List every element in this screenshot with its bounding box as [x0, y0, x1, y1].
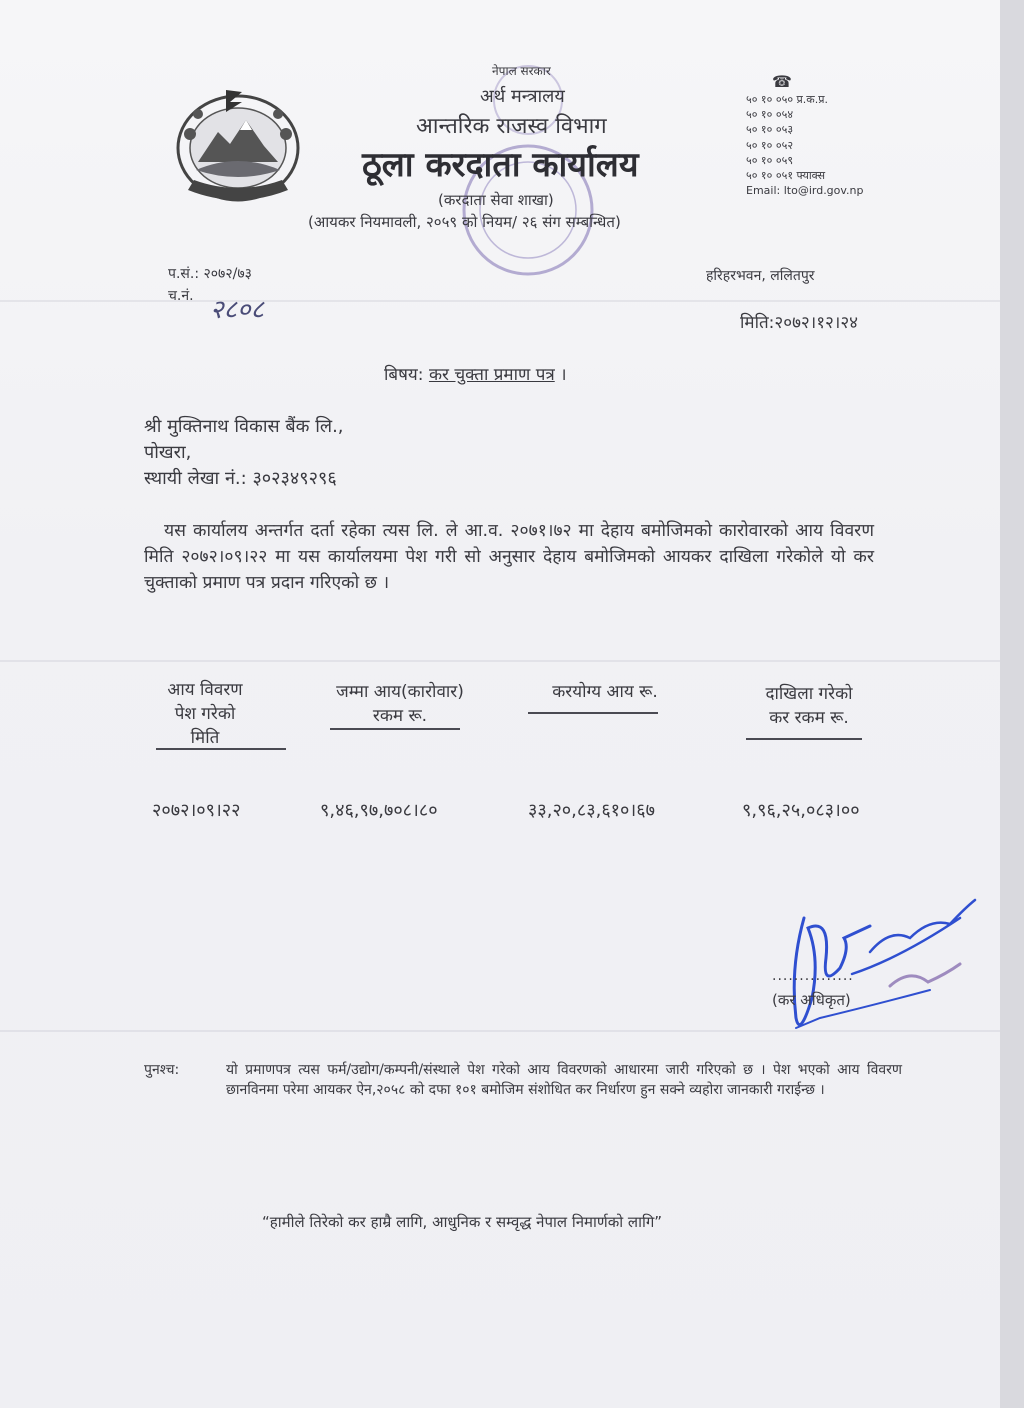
- postscript-text: यो प्रमाणपत्र त्यस फर्म/उद्योग/कम्पनी/संस्थाले पेश गरेको आय विवरणको आधारमा जारी गरिएको छ । पेश भएको आय विवरण छानविनमा परेमा आयकर ऐन,२०५८ को दफा १०१ बमोजिम संशोधित कर निर्धारण हुन सक्ने व्यहोरा जानकारी गराईन्छ ।: [226, 1062, 902, 1098]
- table-cell-filing-date: २०७२।०९।२२: [152, 800, 241, 821]
- body-paragraph: यस कार्यालय अन्तर्गत दर्ता रहेका त्यस लि. ले आ.व. २०७१।७२ मा देहाय बमोजिमको कारोवारको आय विवरण मिति २०७२।०९।२२ मा यस कार्यालयमा पेश गरी सो अनुसार देहाय बमोजिमको आयकर दाखिला गरेकोले यो कर चुक्ताको प्रमाण पत्र प्रदान गरिएको छ ।: [144, 521, 874, 593]
- header-regulation: (आयकर नियमावली, २०५९ को नियम/ २६ संग सम्बन्धित): [308, 213, 621, 231]
- contact-line: ५० १० ०५१ फ्याक्स: [746, 169, 826, 183]
- addressee-pan: स्थायी लेखा नं.: ३०२३४९२९६: [144, 468, 337, 489]
- contact-line: ५० १० ०५० प्र.क.प्र.: [746, 93, 828, 106]
- header-underline: [330, 728, 460, 730]
- subject-line: [384, 362, 567, 385]
- header-underline: [528, 712, 658, 714]
- paper-fold: [0, 660, 1000, 662]
- addressee-city: पोखरा,: [144, 442, 192, 463]
- contact-line: ५० १० ०५२: [746, 138, 794, 152]
- officer-signature: [760, 878, 990, 1048]
- header-underline: [156, 748, 286, 750]
- contact-email: Email: lto@ird.gov.np: [746, 184, 864, 198]
- officer-title: (कर अधिकृत): [772, 991, 851, 1009]
- header-ministry: अर्थ मन्त्रालय: [480, 86, 565, 107]
- paper-fold: [0, 300, 1000, 302]
- contact-block: [746, 92, 864, 198]
- subject-end: ।: [560, 365, 567, 385]
- table-header-filing-date: आय विवरण पेश गरेको मिति: [167, 680, 243, 748]
- contact-line: ५० १० ०५९: [746, 153, 794, 167]
- addressee-name: श्री मुक्तिनाथ विकास बैंक लि.,: [144, 416, 344, 437]
- table-header-taxable-income: करयोग्य आय रू.: [552, 682, 658, 702]
- phone-icon: ☎: [772, 72, 792, 91]
- nepal-emblem-icon: [168, 82, 308, 212]
- subject-text: कर चुक्ता प्रमाण पत्र: [428, 365, 555, 385]
- header-office-title: ठूला करदाता कार्यालय: [362, 145, 639, 185]
- postscript-label: पुनश्च:: [144, 1062, 180, 1078]
- header-government: नेपाल सरकार: [492, 64, 551, 78]
- table-cell-taxable-income: ३३,२०,८३,६१०।६७: [528, 800, 655, 821]
- contact-line: ५० १० ०५३: [746, 123, 794, 137]
- header-department: आन्तरिक राजस्व विभाग: [416, 114, 607, 139]
- letter-date: मिति:२०७२।१२।२४: [740, 313, 858, 333]
- footer-slogan: “हामीले तिरेको कर हाम्रै लागि, आधुनिक र सम्वृद्ध नेपाल निमार्णको लागि”: [262, 1213, 663, 1231]
- dispatch-number-handwritten: २८०८: [210, 295, 265, 325]
- contact-line: ५० १० ०५४: [746, 108, 794, 122]
- office-place: हरिहरभवन, ललितपुर: [706, 268, 815, 284]
- reference-number: प.सं.: २०७२/७३: [168, 266, 252, 282]
- table-header-tax-deposited: दाखिला गरेको कर रकम रू.: [765, 684, 853, 728]
- header-branch: (करदाता सेवा शाखा): [438, 191, 554, 209]
- table-cell-tax-deposited: ९,९६,२५,०८३।००: [742, 800, 860, 821]
- subject-label: बिषय:: [384, 365, 424, 385]
- signature-dots: ...............: [772, 968, 854, 984]
- scan-edge: [1000, 0, 1024, 1408]
- header-underline: [746, 738, 862, 740]
- table-cell-total-income: ९,४६,९७,७०८।८०: [320, 800, 438, 821]
- dispatch-label: च.नं.: [168, 288, 194, 304]
- table-header-total-income: जम्मा आय(कारोवार) रकम रू.: [336, 682, 464, 726]
